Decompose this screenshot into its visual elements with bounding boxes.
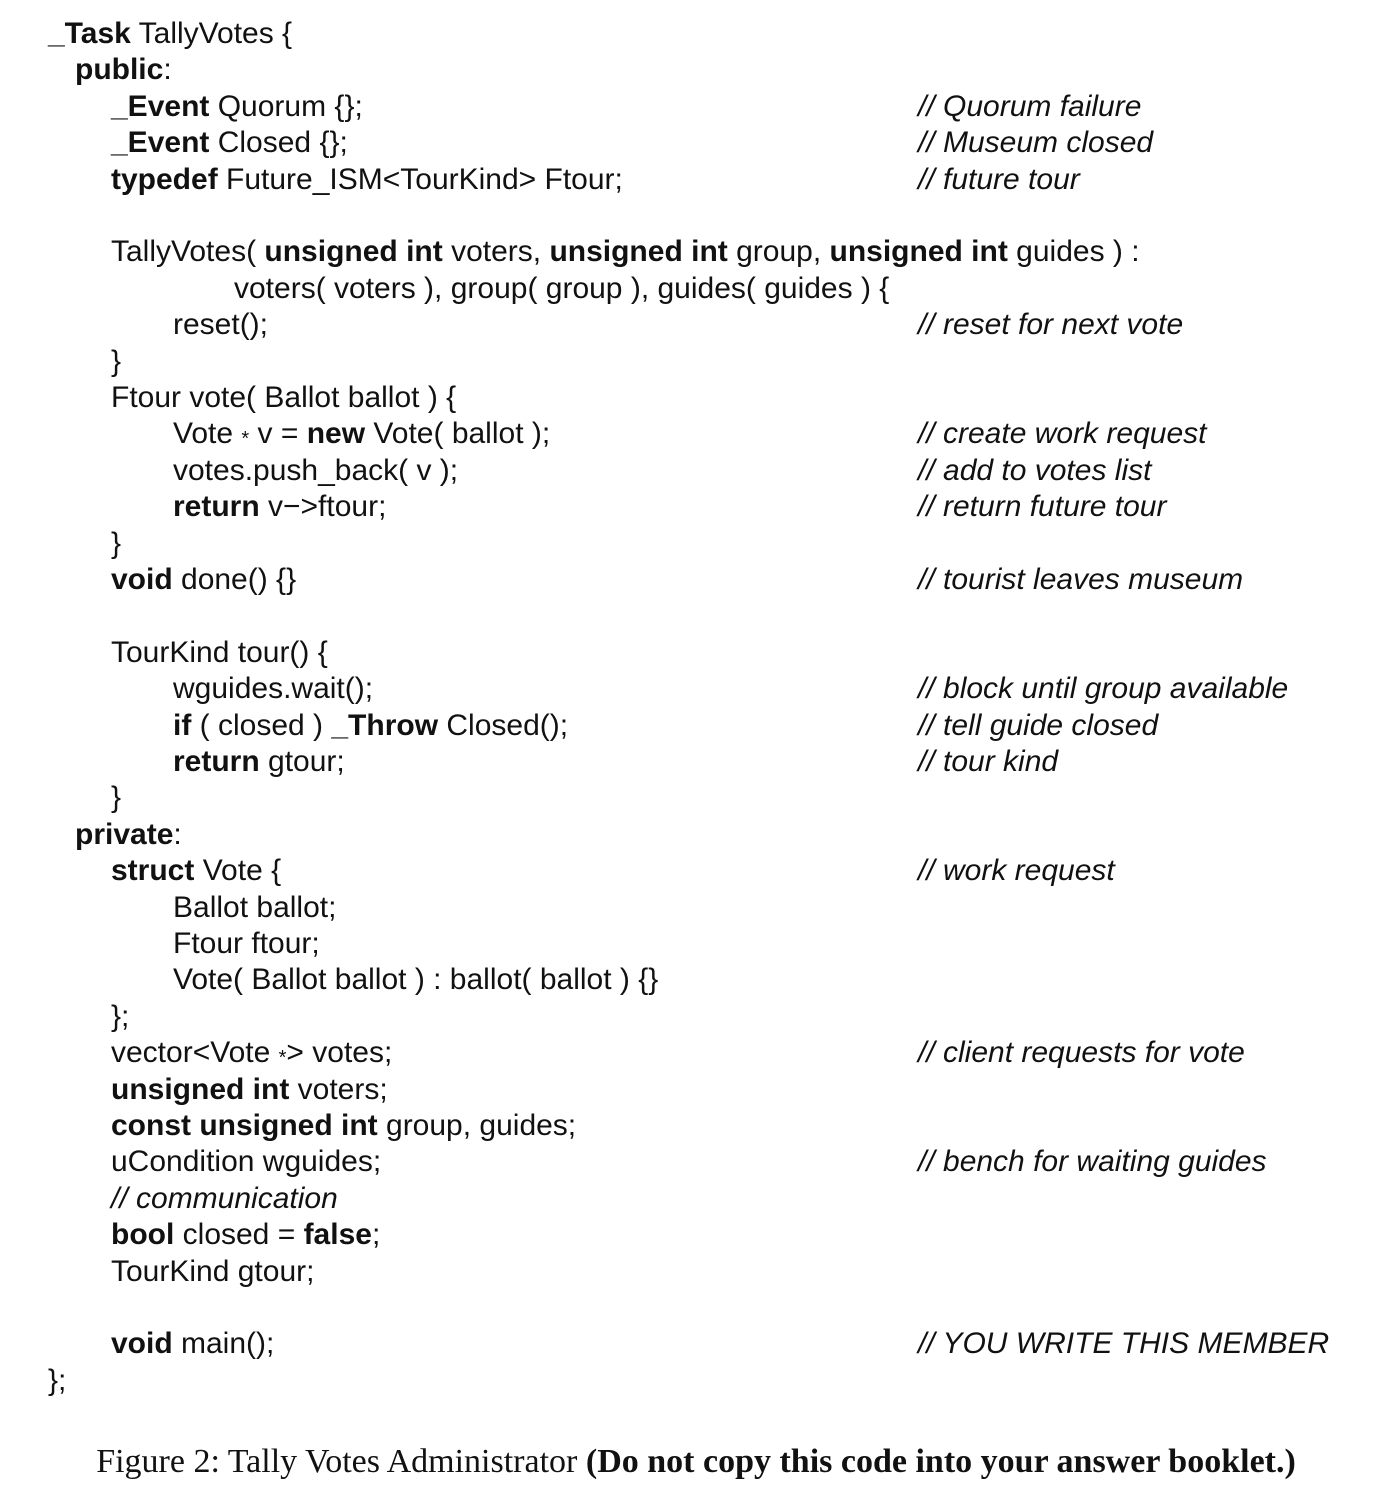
code-text	[111, 1035, 392, 1074]
code-token: }	[111, 526, 122, 560]
code-token: TallyVotes(	[111, 235, 265, 269]
code-text	[173, 962, 658, 998]
code-line	[0, 198, 1392, 234]
code-text	[75, 52, 172, 88]
keyword: return	[173, 490, 260, 524]
keyword: new	[306, 417, 366, 451]
code-line	[0, 1144, 1392, 1180]
code-comment: // tell guide closed	[918, 708, 1159, 742]
code-token: Vote( ballot );	[365, 417, 551, 451]
code-comment: // create work request	[918, 417, 1207, 451]
caption-label: Figure 2: Tally Votes Administrator	[96, 1443, 586, 1480]
code-text	[48, 1363, 66, 1399]
code-line	[0, 271, 1392, 307]
keyword: void	[111, 563, 173, 596]
code-text	[111, 1144, 381, 1180]
code-token: group, guides;	[377, 1109, 577, 1142]
code-comment: // bench for waiting guides	[918, 1145, 1267, 1179]
caption-note: (Do not copy this code into your answer booklet.)	[585, 1443, 1296, 1480]
code-token: Ftour vote( Ballot ballot ) {	[111, 381, 457, 414]
code-comment: // add to votes list	[918, 453, 1152, 487]
code-text	[173, 744, 345, 780]
keyword: struct	[111, 854, 195, 888]
code-line	[0, 962, 1392, 998]
code-line	[0, 1181, 1392, 1217]
code-token: v =	[249, 417, 307, 451]
code-token: ;	[371, 1218, 381, 1252]
code-token: voters( voters ), group( group ), guides( guides ) {	[234, 271, 890, 305]
code-line	[0, 1035, 1392, 1071]
code-line	[0, 671, 1392, 707]
keyword: unsigned int	[111, 1072, 290, 1106]
code-line	[0, 89, 1392, 125]
keyword: unsigned int	[829, 235, 1008, 269]
code-comment: // reset for next vote	[918, 308, 1184, 342]
code-token: > votes;	[286, 1036, 393, 1070]
code-token: };	[111, 999, 130, 1033]
code-text	[111, 1108, 576, 1144]
code-token: :	[163, 53, 172, 87]
keyword: _Event	[111, 126, 210, 160]
keyword: if	[173, 708, 192, 742]
code-line	[0, 125, 1392, 161]
code-token: uCondition wguides;	[111, 1145, 382, 1179]
code-token: Ftour ftour;	[173, 927, 320, 960]
code-text	[234, 271, 889, 307]
code-line	[0, 453, 1392, 489]
code-line	[0, 1326, 1392, 1362]
code-token: TourKind tour() {	[111, 635, 328, 669]
code-text	[111, 1254, 314, 1290]
code-token: wguides.wait();	[173, 672, 374, 706]
code-line	[0, 1217, 1392, 1253]
keyword: false	[303, 1218, 372, 1252]
code-token: Closed();	[438, 708, 569, 742]
code-token: votes.push_back( v );	[173, 453, 459, 487]
code-line	[0, 598, 1392, 634]
code-line	[0, 744, 1392, 780]
keyword: const unsigned int	[111, 1109, 378, 1142]
code-line	[0, 635, 1392, 671]
keyword: _Throw	[331, 708, 439, 742]
code-line	[0, 489, 1392, 525]
code-comment: // communication	[111, 1181, 338, 1215]
code-line	[0, 562, 1392, 598]
keyword: bool	[111, 1218, 175, 1252]
code-line	[0, 926, 1392, 962]
code-token: ( closed )	[191, 708, 332, 742]
code-text	[111, 344, 121, 380]
code-line	[0, 1072, 1392, 1108]
code-token: reset();	[173, 308, 269, 342]
code-text	[111, 162, 623, 198]
code-text	[111, 380, 456, 416]
code-text	[111, 1181, 338, 1217]
code-text	[173, 453, 458, 489]
code-token: :	[173, 817, 182, 851]
code-text	[111, 999, 129, 1035]
code-token: voters,	[442, 235, 550, 269]
code-token: Vote( Ballot ballot ) : ballot( ballot ) {}	[173, 963, 659, 997]
code-text	[173, 307, 268, 343]
code-token: };	[48, 1363, 67, 1397]
code-token: group,	[727, 235, 830, 269]
code-token: main();	[172, 1327, 275, 1361]
code-token: }	[111, 781, 122, 815]
keyword: void	[111, 1327, 173, 1361]
pointer-star: *	[278, 1047, 287, 1070]
code-line	[0, 344, 1392, 380]
code-token: TourKind gtour;	[111, 1254, 315, 1288]
code-text	[111, 853, 281, 889]
code-line	[0, 526, 1392, 562]
code-text	[173, 890, 336, 926]
code-text	[173, 926, 320, 962]
code-line	[0, 234, 1392, 270]
code-line	[0, 1254, 1392, 1290]
pointer-star: *	[241, 428, 250, 451]
code-comment: // YOU WRITE THIS MEMBER	[918, 1327, 1330, 1361]
code-comment: // tourist leaves museum	[918, 563, 1244, 596]
code-comment: // client requests for vote	[918, 1036, 1245, 1070]
keyword: private	[75, 817, 174, 851]
code-comment: // work request	[918, 854, 1115, 888]
code-text	[173, 708, 568, 744]
code-token: TallyVotes {	[130, 17, 293, 50]
code-line	[0, 1290, 1392, 1326]
code-text	[173, 671, 373, 707]
code-token: closed =	[174, 1218, 304, 1252]
code-comment: // Museum closed	[918, 126, 1154, 160]
code-token: Ballot ballot;	[173, 890, 337, 924]
code-token: }	[111, 344, 122, 378]
code-line	[0, 708, 1392, 744]
keyword: public	[75, 53, 164, 87]
code-comment: // Quorum failure	[918, 89, 1142, 123]
code-line	[0, 853, 1392, 889]
code-token: guides ) :	[1007, 235, 1140, 269]
code-text	[111, 89, 363, 125]
code-text	[111, 1326, 274, 1362]
code-line	[0, 999, 1392, 1035]
code-text	[75, 817, 182, 853]
code-token: Vote	[173, 417, 242, 451]
code-line	[0, 162, 1392, 198]
code-token: Quorum {};	[209, 89, 363, 123]
code-comment: // future tour	[918, 162, 1080, 196]
keyword: typedef	[111, 162, 218, 196]
code-token: Closed {};	[209, 126, 348, 160]
code-text	[111, 780, 121, 816]
code-line	[0, 890, 1392, 926]
code-text	[111, 562, 296, 598]
code-text	[48, 16, 292, 52]
code-line	[0, 380, 1392, 416]
code-line	[0, 16, 1392, 52]
keyword: return	[173, 745, 260, 778]
code-text	[111, 234, 1140, 270]
figure-caption	[0, 1440, 1392, 1484]
code-token: done() {}	[172, 563, 297, 596]
keyword: _Event	[111, 89, 210, 123]
code-token: vector<Vote	[111, 1036, 279, 1070]
code-token: voters;	[289, 1072, 388, 1106]
keyword: unsigned int	[264, 235, 443, 269]
keyword: unsigned int	[549, 235, 728, 269]
code-text	[111, 125, 348, 161]
code-token: Vote {	[194, 854, 282, 888]
code-comment: // block until group available	[918, 672, 1289, 706]
code-comment: // return future tour	[918, 490, 1167, 524]
code-token: Future_ISM<TourKind> Ftour;	[217, 162, 623, 196]
code-text	[111, 526, 121, 562]
code-line	[0, 307, 1392, 343]
code-text	[111, 635, 328, 671]
code-text	[111, 1072, 388, 1108]
code-line	[0, 817, 1392, 853]
code-text	[173, 416, 550, 455]
code-text	[173, 489, 386, 525]
code-line	[0, 416, 1392, 452]
code-line	[0, 1363, 1392, 1399]
code-line	[0, 1108, 1392, 1144]
code-text	[111, 1217, 380, 1253]
code-line	[0, 52, 1392, 88]
code-token: v−>ftour;	[259, 490, 387, 524]
code-token: gtour;	[259, 745, 345, 778]
code-line	[0, 780, 1392, 816]
keyword: _Task	[48, 17, 131, 50]
code-comment: // tour kind	[918, 745, 1059, 778]
